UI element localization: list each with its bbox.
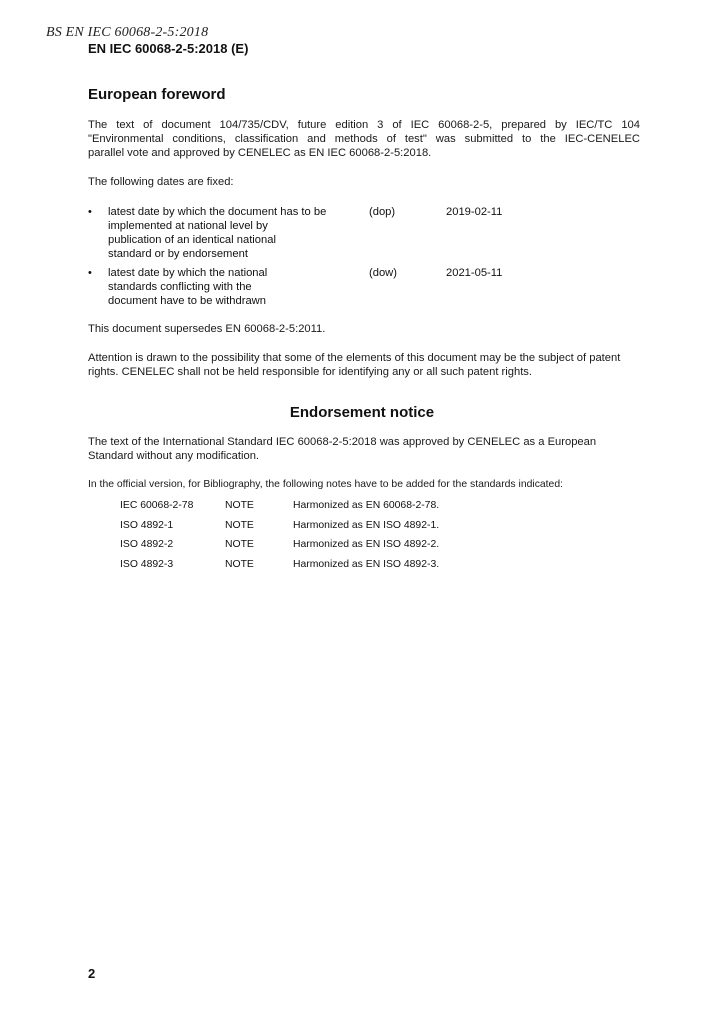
endorsement-title: Endorsement notice	[289, 404, 435, 421]
harmonized-cell: Harmonized as EN ISO 4892-3.	[293, 558, 440, 570]
harmonized-cell: Harmonized as EN ISO 4892-2.	[293, 539, 440, 550]
note-label-cell: NOTE	[225, 500, 254, 511]
date-item-dop	[88, 205, 640, 261]
date-value: 2019-02-11	[446, 206, 503, 218]
date-value: 2021-05-11	[446, 267, 503, 279]
table-row	[120, 559, 439, 579]
foreword-title: European foreword	[88, 86, 226, 103]
note-label-cell: NOTE	[225, 539, 254, 550]
note-label-cell: NOTE	[225, 519, 254, 531]
intro-line: "Environmental conditions, classification and methods of test" was submitted to the IEC-CENELEC	[88, 133, 640, 145]
foreword-intro-paragraph	[88, 118, 640, 160]
harmonized-cell: Harmonized as EN 60068-2-78.	[293, 500, 440, 511]
date-description: latest date by which the national standards conflicting with the document have to be withdrawn	[108, 267, 268, 307]
standard-cell: ISO 4892-1	[120, 519, 174, 531]
date-item-dow	[88, 266, 640, 308]
supersedes-paragraph: This document supersedes EN 60068-2-5:2011.	[88, 323, 326, 335]
standard-cell: ISO 4892-3	[120, 558, 174, 570]
note-label-cell: NOTE	[225, 558, 254, 570]
bibliography-notes-table	[120, 500, 439, 578]
intro-line: The text of document 104/735/CDV, future edition 3 of IEC 60068-2-5, prepared by IEC/TC 104	[88, 119, 640, 131]
bullet-icon: •	[88, 267, 92, 279]
intro-line: parallel vote and approved by CENELEC as EN IEC 60068-2-5:2018.	[88, 147, 432, 159]
official-version-note: In the official version, for Bibliography, the following notes have to be added for the standards indicated:	[88, 479, 563, 490]
standard-cell: IEC 60068-2-78	[120, 500, 194, 511]
table-row	[120, 520, 439, 540]
page-number: 2	[88, 966, 96, 981]
endorsement-text: The text of the International Standard IEC 60068-2-5:2018 was approved by CENELEC as a European Standard without any modification.	[88, 436, 597, 462]
dates-intro: The following dates are fixed:	[88, 176, 234, 188]
document-id: EN IEC 60068-2-5:2018 (E)	[88, 41, 249, 56]
harmonized-cell: Harmonized as EN ISO 4892-1.	[293, 519, 440, 531]
table-row	[120, 539, 439, 559]
table-row	[120, 500, 439, 520]
date-abbreviation: (dow)	[369, 267, 397, 279]
date-abbreviation: (dop)	[369, 206, 396, 218]
bullet-icon: •	[88, 206, 92, 218]
standard-cell: ISO 4892-2	[120, 539, 174, 550]
date-description: latest date by which the document has to be implemented at national level by publication of an identical national standard or by endorsement	[108, 206, 327, 260]
attention-paragraph: Attention is drawn to the possibility that some of the elements of this document may be the subject of patent rights. CENELEC shall not be held responsible for identifying any or all such patent rights.	[88, 352, 621, 378]
bs-reference-header: BS EN IEC 60068-2-5:2018	[46, 25, 209, 40]
